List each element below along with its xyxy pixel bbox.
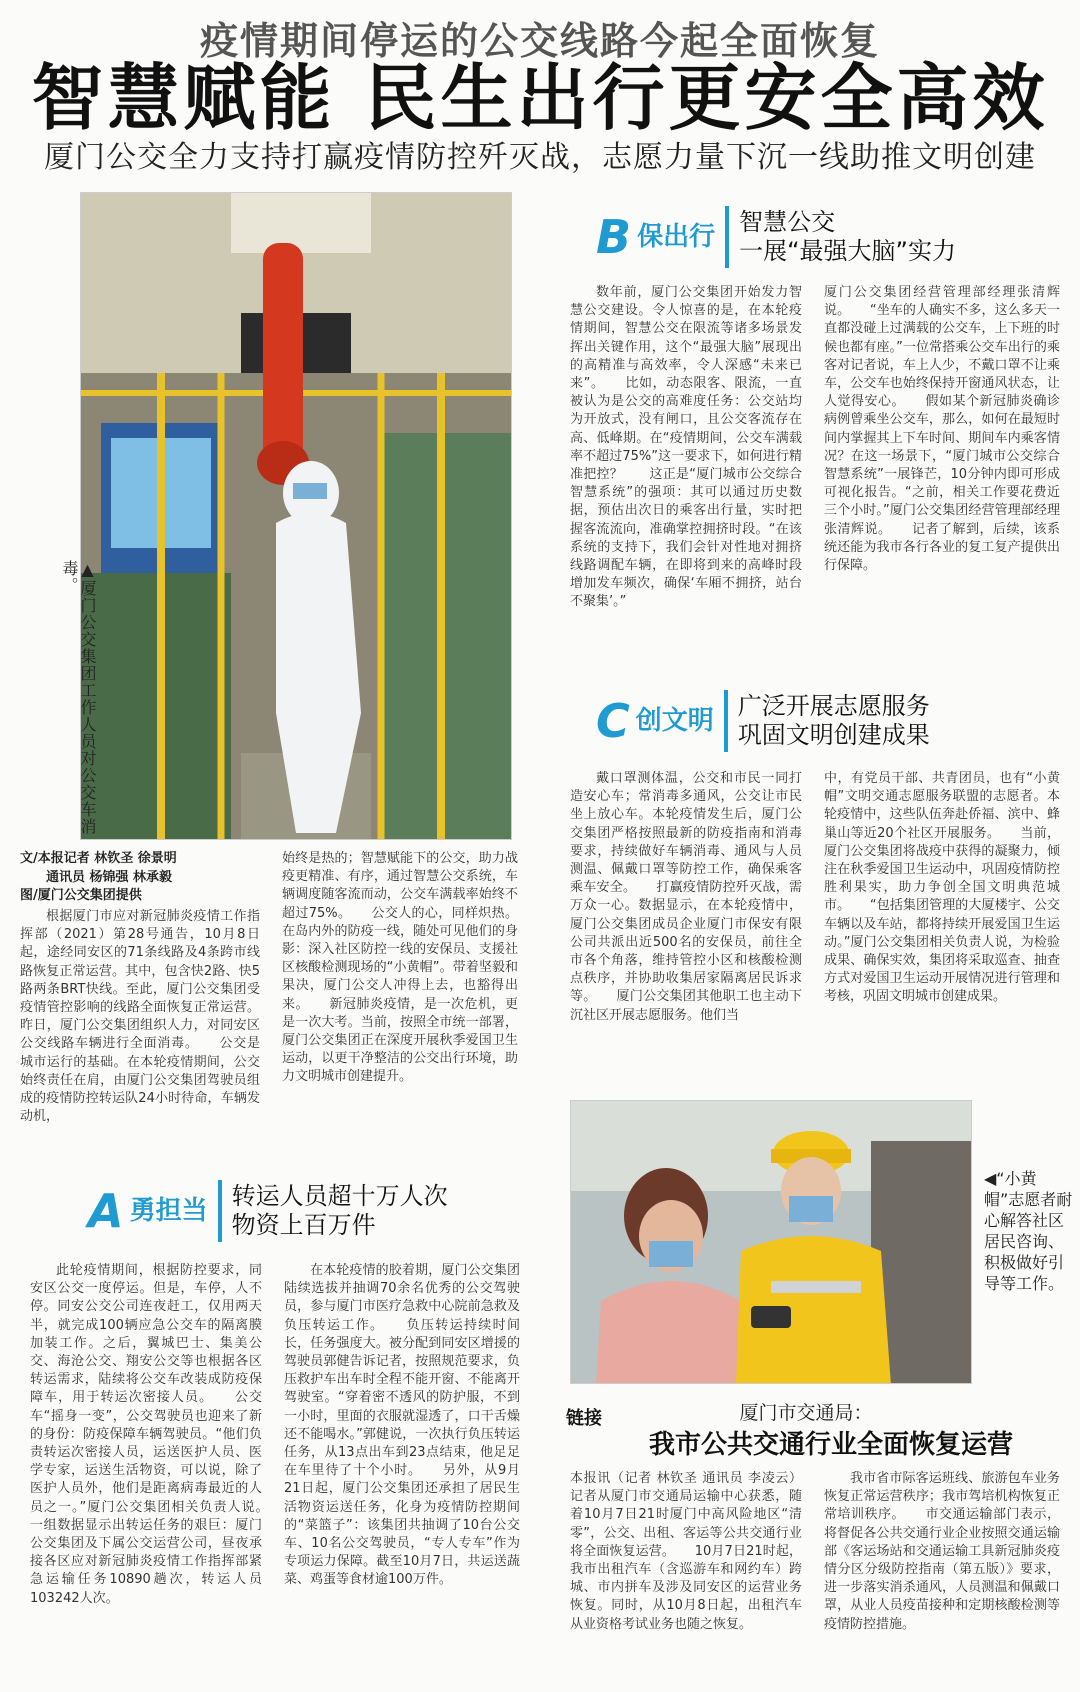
section-a-divider — [218, 1180, 222, 1242]
section-b-title-line1: 智慧公交 — [739, 208, 836, 236]
section-b-tag: 保出行 — [637, 222, 716, 252]
link-col1-text: 本报讯（记者 林钦圣 通讯员 李凌云）记者从厦门市交通局运输中心获悉，随着10月7日21时厦门中高风险地区“清零”，公交、出租、客运等公共交通行业将全面恢复运营。 10月7日21时起，我市出租汽车（含巡游车和网约车）跨城、市内拼车及涉及同安区的运营业务恢复。同时，从10月8日起，出租汽车从业资格考试业务也随之恢复。 — [570, 1471, 802, 1632]
section-b-col2-text: 厦门公交集团经营管理部经理张清辉说。 “坐车的人确实不多，这么多天一直都没碰上过满载的公交车，上下班的时候也都有座。”一位常搭乘公交车出行的乘客对记者说，车上人少，不戴口罩不让乘车，公交车也始终保持开窗通风状态，让人觉得安心。 假如某个新冠肺炎确诊病例曾乘坐公交车，那么，如何在最短时间内掌握其上下车时间、期间车内乘客情况？在这一场景下，“厦门城市公交综合智慧系统”一展锋芒，10分钟内即可形成可视化报告。“之前，相关工作要花费近三个小时。”厦门公交集团经营管理部经理张清辉说。 记者了解到，后续，该系统还能为我市各行各业的复工复产提供出行保障。 — [824, 285, 1060, 574]
bus-interior-illustration — [81, 193, 512, 840]
link-col1 — [570, 1470, 802, 1682]
byline — [20, 850, 260, 906]
byline-reporter: 文/本报记者 林钦圣 徐景明 — [20, 851, 177, 866]
section-b-heading — [596, 206, 956, 268]
section-a-title-line2: 物资上百万件 — [231, 1211, 376, 1239]
byline-correspondent: 通讯员 杨锦强 林承毅 — [46, 869, 173, 885]
section-a-col2 — [284, 1262, 520, 1682]
section-c-divider — [724, 690, 728, 752]
section-b-col2 — [824, 284, 1060, 664]
section-a-title — [232, 1182, 448, 1240]
link-col2-text: 我市省市际客运班线、旅游包车业务恢复正常运营秩序；我市驾培机构恢复正常培训秩序。 市交通运输部门表示，将督促各公共交通行业企业按照交通运输部《客运场站和交通运输工具新冠肺炎疫情分区分级防控指南（第五版）》要求，进一步落实消杀通风，人员测温和佩戴口罩，从业人员疫苗接种和定期核酸检测等疫情防控措施。 — [824, 1471, 1060, 1632]
bus-disinfection-photo — [80, 192, 512, 840]
link-section — [566, 1398, 1062, 1466]
section-a-col2-text: 在本轮疫情的胶着期，厦门公交集团陆续选拔并抽调70余名优秀的公交驾驶员，参与厦门市医疗急救中心院前急救及负压转运工作。 负压转运持续时间长，任务强度大。被分配到同安区增援的驾驶员郭健告诉记者，按照规范要求，负压救护车出车时全程不能开窗、不能离开驾驶室。“穿着密不透风的防护服，不到一小时，里面的衣服就湿透了，口干舌燥还不能喝水。”郭健说，一次执行负压转运任务，从13点出车到23点结束，他足足在车里待了十个小时。 另外，从9月21日起，厦门公交集团还承担了居民生活物资运送任务，化身为疫情防控期间的“菜篮子”：该集团共抽调了10台公交车、10名公交驾驶员，“专人专车”作为专项运力保障。截至10月7日，共运送蔬菜、鸡蛋等食材逾100万件。 — [284, 1263, 520, 1588]
photo2-caption: ◀“小黄帽”志愿者耐心解答社区居民咨询、积极做好引导等工作。 — [984, 1169, 1073, 1293]
intro-col1 — [20, 908, 260, 1168]
section-b-letter: B — [596, 210, 632, 264]
intro-col2-text: 始终是热的；智慧赋能下的公交，助力战疫更精准、有序，通过智慧公交系统，车辆调度随客流而动，公交车满载率始终不超过75%。 公交人的心，同样炽热。在岛内外的防疫一线，随处可见他们的身影：深入社区防控一线的安保员、支援社区核酸检测现场的“小黄帽”。带着坚毅和果决，厦门公交人冲得上去，也豁得出来。 新冠肺炎疫情，是一次危机，更是一次大考。当前，按照全市统一部署，厦门公交集团正在深度开展秋季爱国卫生运动，以更干净整洁的公交出行环境，助力文明城市创建提升。 — [282, 851, 518, 1085]
link-source: 厦门市交通局： — [739, 1402, 873, 1424]
section-c-title — [738, 692, 930, 750]
section-a-heading — [88, 1180, 448, 1242]
headline-kicker: 疫情期间停运的公交线路今起全面恢复 — [199, 19, 880, 63]
section-c-letter: C — [596, 694, 630, 748]
section-b-title — [739, 208, 956, 266]
section-b-col1-text: 数年前，厦门公交集团开始发力智慧公交建设。令人惊喜的是，在本轮疫情期间，智慧公交在限流等诸多场景发挥出关键作用，这个“最强大脑”展现出的高精准与高效率，令人深感“未来已来”。 比如，动态限客、限流，一直被认为是公交的高难度任务：公交站均为开放式，没有闸口，且公交客流存在高、低峰期。在“疫情期间，公交车满载率不超过75%”这一要求下，如何进行精准把控？ 这正是“厦门城市公交综合智慧系统”的强项：其可以通过历史数据，预估出次日的乘客出行量，实时把握客流流向，准确掌控拥挤时段。“在该系统的支持下，我们会针对性地对拥挤线路调配车辆，在即将到来的高峰时段增加发车频次，确保‘车厢不拥挤，站台不聚集’。” — [570, 285, 802, 610]
link-tag: 链接 — [566, 1408, 602, 1429]
byline-photo: 图/厦门公交集团提供 — [20, 888, 142, 904]
intro-col1-text: 根据厦门市应对新冠肺炎疫情工作指挥部（2021）第28号通告，10月8日起，途经同安区的71条线路及4条跨市线路恢复正常运营。其中，包含快2路、快5路两条BRT快线。至此，厦门公交集团受疫情管控影响的线路全面恢复正常运营。昨日，厦门公交集团组织人力，对同安区公交线路车辆进行全面消毒。 公交是城市运行的基础。在本轮疫情期间，公交始终责任在肩，由厦门公交集团驾驶员组成的疫情防控转运队24小时待命，车辆发动机， — [20, 909, 260, 1125]
headline-title: 智慧赋能 民生出行更安全高效 — [31, 56, 1049, 140]
link-title: 我市公共交通行业全面恢复运营 — [648, 1430, 1013, 1460]
volunteer-illustration — [571, 1101, 972, 1384]
section-c-col1 — [570, 770, 802, 1080]
section-b-title-line2: 一展“最强大脑”实力 — [739, 237, 956, 265]
intro-col2 — [282, 850, 518, 1170]
volunteer-photo — [570, 1100, 972, 1384]
section-b-col1 — [570, 284, 802, 664]
section-a-letter: A — [88, 1184, 124, 1238]
section-c-title-line1: 广泛开展志愿服务 — [737, 692, 930, 720]
link-col2 — [824, 1470, 1060, 1682]
section-a-col1-text: 此轮疫情期间，根据防控要求，同安区公交一度停运。但是，车停，人不停。同安公交公司连夜赶工，仅用两天半，就完成100辆应急公交车的隔离膜加装工作。之后，翼城巴士、集美公交、海沧公交、翔安公交等也根据各区转运需求，陆续将公交车改装成防疫保障车，用于转运次密接人员。 公交车“摇身一变”，公交驾驶员也迎来了新的身份：防疫保障车辆驾驶员。“他们负责转运次密接人员，运送医护人员、医学专家，运送生活物资，可以说，除了医护人员外，他们是距离病毒最近的人员之一。”厦门公交集团相关负责人说。 一组数据显示出转运任务的艰巨：厦门公交集团及下属公交运营公司，昼夜承接各区应对新冠肺炎疫情工作指挥部紧急运输任务10890趟次，转运人员103242人次。 — [30, 1263, 289, 1606]
section-c-col2-text: 中，有党员干部、共青团员，也有“小黄帽”文明交通志愿服务联盟的志愿者。本轮疫情中，这些队伍奔赴侨福、滨中、蜂巢山等近20个社区开展服务。 当前，厦门公交集团将战疫中获得的凝聚力，倾注在秋季爱国卫生运动中，巩固疫情防控胜利果实，助力争创全国文明典范城市。 “包括集团管理的大厦楼宇、公交车辆以及车站，都将持续开展爱国卫生运动。”厦门公交集团相关负责人说，为检验成果、确保实效，集团将采取巡查、抽查方式对爱国卫生运动开展情况进行管理和考核，巩固文明城市创建成果。 — [824, 771, 1060, 1005]
section-c-heading — [596, 690, 930, 752]
section-c-tag: 创文明 — [635, 706, 714, 736]
section-c-col2 — [824, 770, 1060, 1080]
section-a-col1 — [30, 1262, 289, 1682]
section-c-title-line2: 巩固文明创建成果 — [737, 721, 930, 749]
section-b-divider — [725, 206, 729, 268]
section-c-col1-text: 戴口罩测体温，公交和市民一同打造安心车；常消毒多通风，公交让市民坐上放心车。本轮疫情发生后，厦门公交集团严格按照最新的防疫指南和消毒要求，持续做好车辆消毒、通风与人员测温、佩戴口罩等防控工作，确保乘客乘车安全。 打赢疫情防控歼灭战，需万众一心。数据显示，在本轮疫情中，厦门公交集团成员企业厦门市保安有限公司共派出近500名的安保员，前往全市各个角落，维持管控小区和核酸检测点秩序，并协助收集居家隔离居民诉求等。 厦门公交集团其他职工也主动下沉社区开展志愿服务。他们当 — [570, 771, 802, 1023]
photo1-caption: ▲厦门公交集团工作人员对公交车消毒。 — [60, 560, 97, 835]
section-a-tag: 勇担当 — [129, 1196, 208, 1226]
section-a-title-line1: 转运人员超十万人次 — [231, 1182, 448, 1210]
headline-subtitle: 厦门公交全力支持打赢疫情防控歼灭战，志愿力量下沉一线助推文明创建 — [44, 140, 1036, 175]
